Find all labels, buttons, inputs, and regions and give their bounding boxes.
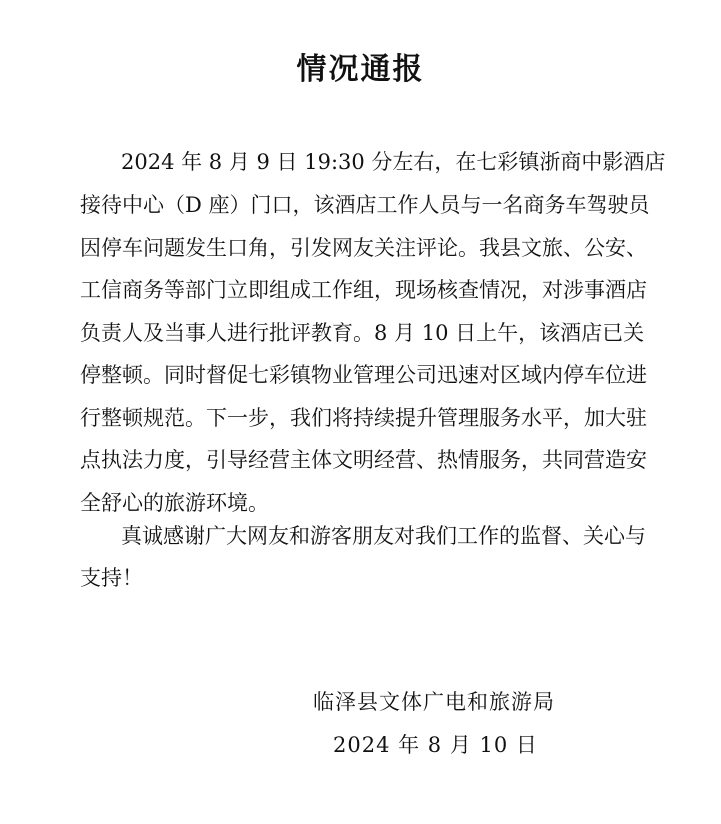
issue-date: 2024 年 8 月 10 日 — [333, 733, 538, 757]
text-line: 支持！ — [80, 566, 143, 590]
text-line: 停整顿。同时督促七彩镇物业管理公司迅速对区域内停车位进 — [80, 363, 647, 387]
text-line: 负责人及当事人进行批评教育。8 月 10 日上午，该酒店已关 — [80, 321, 645, 345]
text-line: 全舒心的旅游环境。 — [80, 491, 269, 515]
issuer-name: 临泽县文体广电和旅游局 — [313, 690, 555, 714]
text-line: 工信商务等部门立即组成工作组，现场核查情况，对涉事酒店 — [80, 278, 647, 302]
text-line: 点执法力度，引导经营主体文明经营、热情服务，共同营造安 — [80, 448, 647, 472]
text-line: 接待中心（D 座）门口，该酒店工作人员与一名商务车驾驶员 — [80, 193, 650, 217]
document-title: 情况通报 — [296, 52, 425, 87]
text-line: 行整顿规范。下一步，我们将持续提升管理服务水平，加大驻 — [80, 406, 647, 430]
text-line: 因停车问题发生口角，引发网友关注评论。我县文旅、公安、 — [80, 236, 647, 260]
text-line: 2024 年 8 月 9 日 19:30 分左右，在七彩镇浙商中影酒店 — [121, 150, 666, 174]
text-line: 真诚感谢广大网友和游客朋友对我们工作的监督、关心与 — [121, 524, 646, 548]
